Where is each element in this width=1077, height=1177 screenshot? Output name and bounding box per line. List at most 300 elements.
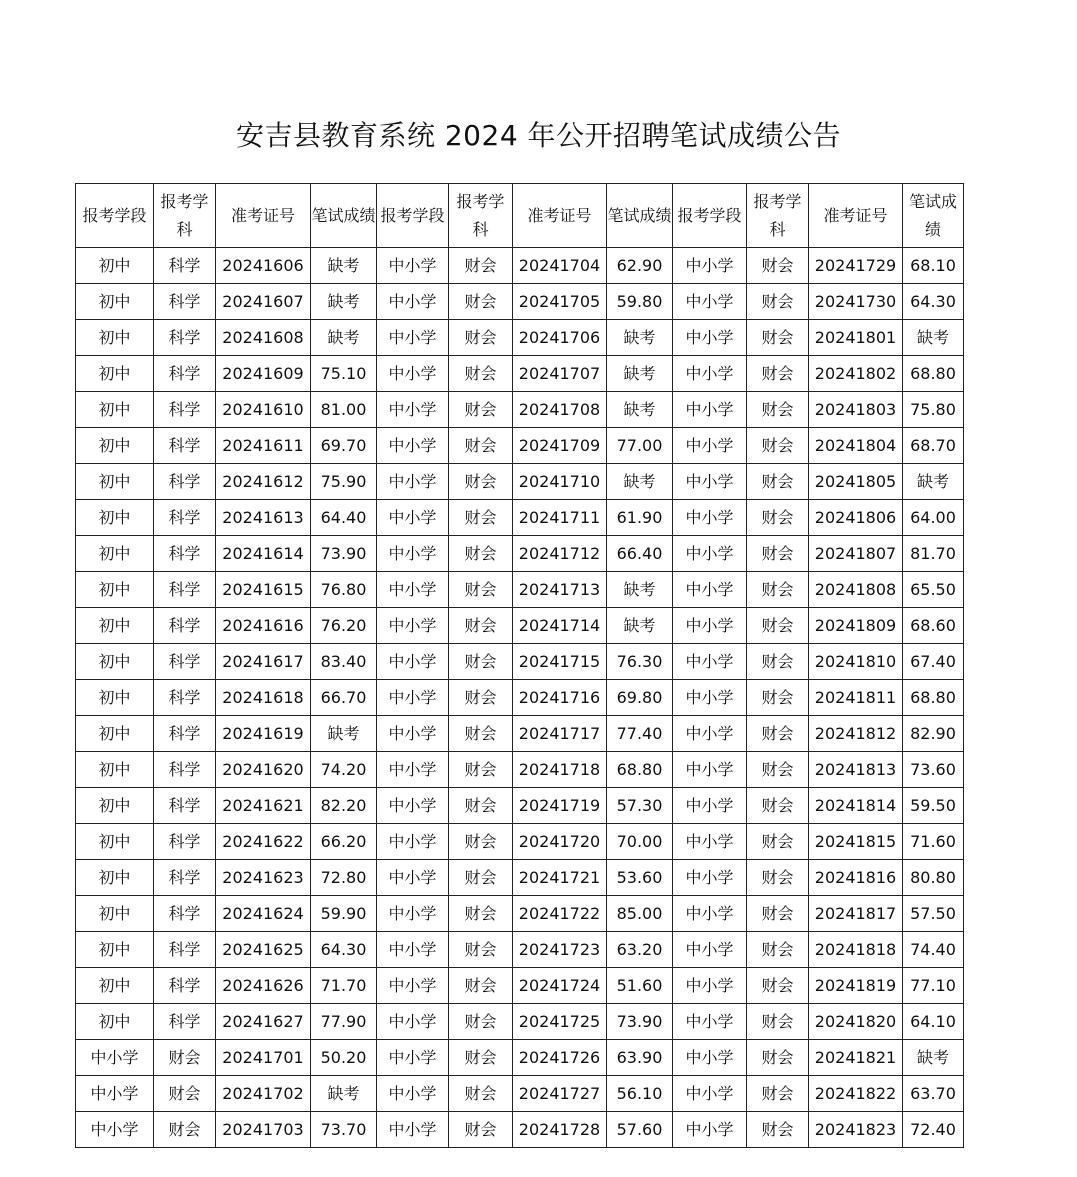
cell-subject: 科学 [154,896,216,932]
cell-subject: 财会 [154,1040,216,1076]
cell-stage: 中小学 [377,536,449,572]
cell-stage: 中小学 [673,608,747,644]
cell-subject: 财会 [449,608,513,644]
cell-stage: 初中 [76,608,154,644]
cell-exam-id: 20241820 [809,1004,903,1040]
cell-subject: 财会 [747,572,809,608]
cell-stage: 中小学 [673,284,747,320]
cell-stage: 中小学 [377,896,449,932]
header-score: 笔试成绩 [903,184,964,248]
cell-stage: 初中 [76,788,154,824]
cell-stage: 中小学 [377,428,449,464]
cell-score: 59.50 [903,788,964,824]
cell-subject: 财会 [747,968,809,1004]
cell-subject: 财会 [747,824,809,860]
cell-score: 53.60 [607,860,673,896]
header-stage: 报考学段 [673,184,747,248]
cell-subject: 财会 [449,320,513,356]
cell-stage: 初中 [76,716,154,752]
cell-score: 缺考 [607,392,673,428]
cell-subject: 科学 [154,788,216,824]
cell-subject: 财会 [449,572,513,608]
cell-stage: 中小学 [673,536,747,572]
cell-exam-id: 20241612 [216,464,311,500]
header-exam-id: 准考证号 [216,184,311,248]
cell-exam-id: 20241801 [809,320,903,356]
cell-subject: 科学 [154,644,216,680]
cell-score: 缺考 [903,320,964,356]
header-subject: 报考学科 [154,184,216,248]
cell-stage: 中小学 [76,1112,154,1148]
cell-subject: 科学 [154,968,216,1004]
cell-exam-id: 20241717 [513,716,607,752]
cell-subject: 财会 [154,1112,216,1148]
cell-exam-id: 20241727 [513,1076,607,1112]
cell-subject: 财会 [747,860,809,896]
cell-exam-id: 20241710 [513,464,607,500]
cell-score: 64.00 [903,500,964,536]
cell-score: 83.40 [311,644,377,680]
table-row [76,932,964,968]
cell-stage: 中小学 [377,1004,449,1040]
cell-exam-id: 20241707 [513,356,607,392]
cell-exam-id: 20241809 [809,608,903,644]
cell-stage: 中小学 [377,284,449,320]
cell-exam-id: 20241725 [513,1004,607,1040]
cell-score: 68.10 [903,248,964,284]
cell-stage: 中小学 [76,1076,154,1112]
cell-score: 59.80 [607,284,673,320]
cell-stage: 中小学 [377,1076,449,1112]
cell-stage: 初中 [76,356,154,392]
cell-score: 77.10 [903,968,964,1004]
cell-stage: 中小学 [377,644,449,680]
table-row [76,680,964,716]
cell-score: 51.60 [607,968,673,1004]
cell-subject: 财会 [449,500,513,536]
cell-stage: 初中 [76,392,154,428]
cell-subject: 财会 [449,1076,513,1112]
cell-exam-id: 20241730 [809,284,903,320]
header-subject: 报考学科 [449,184,513,248]
table-row [76,824,964,860]
cell-exam-id: 20241719 [513,788,607,824]
header-row [76,184,964,248]
cell-subject: 财会 [747,428,809,464]
cell-subject: 财会 [747,896,809,932]
cell-subject: 财会 [449,356,513,392]
cell-score: 缺考 [311,248,377,284]
cell-score: 缺考 [607,320,673,356]
table-row [76,752,964,788]
cell-score: 57.30 [607,788,673,824]
cell-score: 77.00 [607,428,673,464]
cell-exam-id: 20241818 [809,932,903,968]
cell-exam-id: 20241606 [216,248,311,284]
cell-stage: 中小学 [673,428,747,464]
cell-subject: 财会 [747,788,809,824]
table-row [76,392,964,428]
cell-exam-id: 20241813 [809,752,903,788]
cell-exam-id: 20241706 [513,320,607,356]
cell-score: 77.40 [607,716,673,752]
cell-stage: 初中 [76,932,154,968]
cell-exam-id: 20241613 [216,500,311,536]
cell-stage: 中小学 [673,752,747,788]
cell-stage: 中小学 [377,320,449,356]
cell-score: 缺考 [903,1040,964,1076]
cell-subject: 财会 [747,248,809,284]
cell-exam-id: 20241722 [513,896,607,932]
cell-exam-id: 20241729 [809,248,903,284]
cell-subject: 财会 [449,428,513,464]
cell-subject: 财会 [747,644,809,680]
cell-score: 64.10 [903,1004,964,1040]
cell-exam-id: 20241617 [216,644,311,680]
cell-exam-id: 20241624 [216,896,311,932]
cell-stage: 中小学 [377,1040,449,1076]
cell-score: 缺考 [311,716,377,752]
cell-score: 66.40 [607,536,673,572]
cell-exam-id: 20241817 [809,896,903,932]
cell-score: 50.20 [311,1040,377,1076]
cell-subject: 财会 [449,932,513,968]
cell-score: 75.90 [311,464,377,500]
cell-subject: 科学 [154,248,216,284]
cell-exam-id: 20241728 [513,1112,607,1148]
cell-score: 76.30 [607,644,673,680]
cell-stage: 中小学 [673,1040,747,1076]
cell-exam-id: 20241623 [216,860,311,896]
cell-subject: 科学 [154,752,216,788]
cell-exam-id: 20241712 [513,536,607,572]
cell-subject: 财会 [449,1040,513,1076]
cell-score: 64.30 [903,284,964,320]
cell-exam-id: 20241703 [216,1112,311,1148]
cell-stage: 中小学 [673,716,747,752]
cell-exam-id: 20241808 [809,572,903,608]
cell-exam-id: 20241814 [809,788,903,824]
cell-stage: 中小学 [673,968,747,1004]
cell-subject: 科学 [154,716,216,752]
cell-stage: 中小学 [377,608,449,644]
cell-score: 68.80 [607,752,673,788]
table-row [76,500,964,536]
cell-stage: 中小学 [673,1112,747,1148]
cell-stage: 初中 [76,428,154,464]
cell-score: 75.80 [903,392,964,428]
cell-score: 80.80 [903,860,964,896]
cell-exam-id: 20241726 [513,1040,607,1076]
cell-stage: 中小学 [673,1004,747,1040]
cell-exam-id: 20241807 [809,536,903,572]
cell-stage: 中小学 [673,356,747,392]
cell-stage: 中小学 [377,572,449,608]
cell-subject: 财会 [747,464,809,500]
cell-stage: 中小学 [673,860,747,896]
cell-score: 缺考 [607,608,673,644]
cell-subject: 财会 [449,644,513,680]
cell-exam-id: 20241812 [809,716,903,752]
cell-subject: 科学 [154,320,216,356]
cell-subject: 科学 [154,824,216,860]
cell-exam-id: 20241621 [216,788,311,824]
cell-exam-id: 20241701 [216,1040,311,1076]
cell-stage: 中小学 [377,716,449,752]
cell-subject: 财会 [747,1004,809,1040]
cell-subject: 财会 [449,1112,513,1148]
cell-exam-id: 20241805 [809,464,903,500]
cell-subject: 财会 [449,284,513,320]
cell-score: 64.30 [311,932,377,968]
cell-subject: 科学 [154,464,216,500]
cell-score: 74.20 [311,752,377,788]
cell-exam-id: 20241806 [809,500,903,536]
cell-stage: 中小学 [377,356,449,392]
cell-stage: 中小学 [673,644,747,680]
header-stage: 报考学段 [377,184,449,248]
cell-exam-id: 20241616 [216,608,311,644]
cell-score: 59.90 [311,896,377,932]
table-row [76,1040,964,1076]
header-subject: 报考学科 [747,184,809,248]
cell-stage: 中小学 [377,968,449,1004]
cell-subject: 财会 [449,680,513,716]
cell-score: 76.80 [311,572,377,608]
cell-subject: 科学 [154,500,216,536]
cell-subject: 财会 [449,716,513,752]
cell-score: 66.20 [311,824,377,860]
cell-stage: 中小学 [673,500,747,536]
cell-stage: 中小学 [673,932,747,968]
cell-stage: 初中 [76,752,154,788]
cell-exam-id: 20241804 [809,428,903,464]
cell-score: 75.10 [311,356,377,392]
cell-exam-id: 20241723 [513,932,607,968]
cell-score: 缺考 [311,1076,377,1112]
cell-subject: 财会 [449,860,513,896]
cell-exam-id: 20241615 [216,572,311,608]
cell-score: 69.70 [311,428,377,464]
cell-subject: 财会 [449,248,513,284]
cell-subject: 科学 [154,680,216,716]
cell-stage: 中小学 [377,464,449,500]
header-exam-id: 准考证号 [513,184,607,248]
cell-stage: 初中 [76,284,154,320]
table-row [76,572,964,608]
cell-subject: 财会 [747,932,809,968]
cell-subject: 科学 [154,392,216,428]
cell-subject: 财会 [747,320,809,356]
page-title: 安吉县教育系统 2024 年公开招聘笔试成绩公告 [235,119,842,152]
cell-subject: 科学 [154,608,216,644]
cell-score: 缺考 [607,356,673,392]
cell-stage: 初中 [76,464,154,500]
cell-subject: 财会 [449,1004,513,1040]
cell-subject: 财会 [747,536,809,572]
cell-stage: 初中 [76,644,154,680]
table-row [76,968,964,1004]
cell-exam-id: 20241821 [809,1040,903,1076]
cell-subject: 科学 [154,356,216,392]
cell-score: 缺考 [311,284,377,320]
cell-stage: 中小学 [377,932,449,968]
cell-subject: 财会 [747,392,809,428]
cell-exam-id: 20241718 [513,752,607,788]
cell-exam-id: 20241702 [216,1076,311,1112]
cell-stage: 初中 [76,860,154,896]
cell-subject: 财会 [449,536,513,572]
cell-stage: 中小学 [377,248,449,284]
cell-subject: 科学 [154,1004,216,1040]
cell-exam-id: 20241724 [513,968,607,1004]
cell-stage: 中小学 [673,320,747,356]
cell-stage: 中小学 [377,1112,449,1148]
cell-exam-id: 20241610 [216,392,311,428]
table-row [76,284,964,320]
cell-score: 82.90 [903,716,964,752]
cell-stage: 中小学 [377,752,449,788]
cell-score: 71.60 [903,824,964,860]
cell-exam-id: 20241816 [809,860,903,896]
header-score: 笔试成绩 [607,184,673,248]
cell-score: 69.80 [607,680,673,716]
cell-exam-id: 20241811 [809,680,903,716]
table-row [76,428,964,464]
cell-score: 61.90 [607,500,673,536]
cell-stage: 中小学 [377,860,449,896]
cell-score: 56.10 [607,1076,673,1112]
cell-exam-id: 20241819 [809,968,903,1004]
cell-exam-id: 20241620 [216,752,311,788]
cell-subject: 财会 [449,392,513,428]
cell-subject: 财会 [154,1076,216,1112]
cell-score: 76.20 [311,608,377,644]
table-row [76,464,964,500]
cell-score: 71.70 [311,968,377,1004]
cell-score: 72.40 [903,1112,964,1148]
cell-score: 63.70 [903,1076,964,1112]
cell-subject: 科学 [154,860,216,896]
cell-score: 65.50 [903,572,964,608]
cell-exam-id: 20241609 [216,356,311,392]
cell-subject: 财会 [747,284,809,320]
cell-exam-id: 20241714 [513,608,607,644]
cell-subject: 科学 [154,428,216,464]
table-row [76,1112,964,1148]
cell-subject: 财会 [449,788,513,824]
cell-score: 63.90 [607,1040,673,1076]
cell-exam-id: 20241715 [513,644,607,680]
table-row [76,320,964,356]
table-row [76,608,964,644]
cell-subject: 科学 [154,932,216,968]
cell-stage: 初中 [76,1004,154,1040]
cell-stage: 中小学 [76,1040,154,1076]
table-row [76,1004,964,1040]
cell-score: 68.80 [903,680,964,716]
cell-stage: 中小学 [377,392,449,428]
cell-stage: 中小学 [673,572,747,608]
cell-subject: 财会 [747,356,809,392]
cell-stage: 中小学 [377,788,449,824]
header-exam-id: 准考证号 [809,184,903,248]
cell-stage: 初中 [76,572,154,608]
cell-subject: 财会 [747,1076,809,1112]
cell-score: 82.20 [311,788,377,824]
table-row [76,356,964,392]
cell-subject: 财会 [747,1112,809,1148]
cell-stage: 初中 [76,320,154,356]
cell-exam-id: 20241709 [513,428,607,464]
cell-score: 57.60 [607,1112,673,1148]
cell-exam-id: 20241802 [809,356,903,392]
cell-stage: 中小学 [377,680,449,716]
cell-subject: 财会 [449,464,513,500]
cell-stage: 初中 [76,680,154,716]
cell-subject: 财会 [747,500,809,536]
cell-score: 64.40 [311,500,377,536]
cell-score: 66.70 [311,680,377,716]
cell-exam-id: 20241822 [809,1076,903,1112]
cell-subject: 科学 [154,572,216,608]
cell-subject: 财会 [747,752,809,788]
cell-subject: 财会 [747,1040,809,1076]
cell-exam-id: 20241607 [216,284,311,320]
cell-score: 81.70 [903,536,964,572]
cell-score: 缺考 [311,320,377,356]
cell-score: 73.90 [607,1004,673,1040]
header-score: 笔试成绩 [311,184,377,248]
table-row [76,644,964,680]
table-row [76,716,964,752]
cell-stage: 初中 [76,500,154,536]
cell-score: 81.00 [311,392,377,428]
cell-score: 68.70 [903,428,964,464]
cell-exam-id: 20241823 [809,1112,903,1148]
cell-exam-id: 20241625 [216,932,311,968]
cell-stage: 中小学 [377,824,449,860]
cell-subject: 科学 [154,536,216,572]
cell-stage: 初中 [76,248,154,284]
cell-exam-id: 20241810 [809,644,903,680]
table-row [76,788,964,824]
table-row [76,536,964,572]
cell-stage: 初中 [76,968,154,1004]
cell-score: 缺考 [607,464,673,500]
cell-stage: 中小学 [673,788,747,824]
cell-subject: 财会 [449,896,513,932]
cell-exam-id: 20241619 [216,716,311,752]
cell-exam-id: 20241705 [513,284,607,320]
table-row [76,860,964,896]
cell-subject: 财会 [449,968,513,1004]
cell-stage: 初中 [76,896,154,932]
cell-exam-id: 20241815 [809,824,903,860]
cell-exam-id: 20241716 [513,680,607,716]
cell-score: 63.20 [607,932,673,968]
cell-score: 72.80 [311,860,377,896]
cell-score: 57.50 [903,896,964,932]
cell-exam-id: 20241611 [216,428,311,464]
cell-score: 73.90 [311,536,377,572]
cell-exam-id: 20241711 [513,500,607,536]
cell-exam-id: 20241708 [513,392,607,428]
cell-score: 77.90 [311,1004,377,1040]
cell-stage: 中小学 [673,1076,747,1112]
cell-stage: 中小学 [673,680,747,716]
cell-stage: 中小学 [673,464,747,500]
